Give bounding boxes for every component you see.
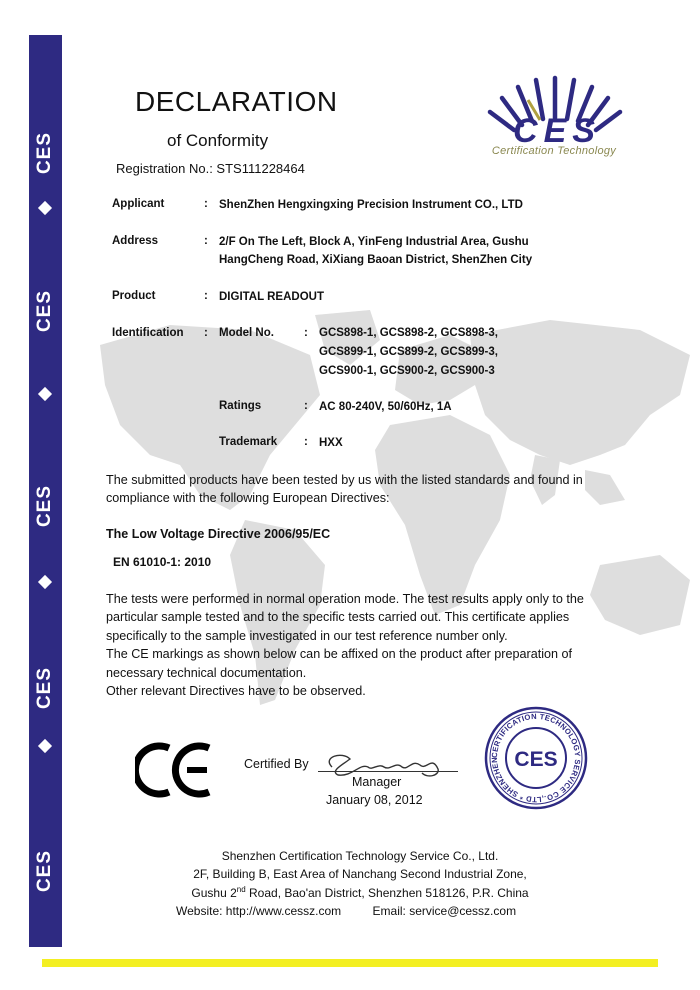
- footer-contacts: [176, 904, 516, 918]
- signature-line: [318, 771, 458, 772]
- model-line: GCS899-1, GCS899-2, GCS899-3,: [319, 346, 498, 358]
- ratings-value: AC 80-240V, 50/60Hz, 1A: [319, 401, 452, 413]
- band-label: CES: [34, 666, 56, 710]
- ces-logo: [470, 70, 640, 160]
- registration-number: Registration No.: STS111228464: [116, 161, 305, 176]
- address-label: Address: [112, 235, 159, 247]
- ratings-label: Ratings: [219, 400, 262, 412]
- text-line: specifically to the sample investigated in our test reference number only.: [106, 628, 508, 643]
- text-line: particular sample tested and to the specific tests carried out. This certificate applies: [106, 610, 570, 625]
- footer-address-line: Gushu 2nd Road, Bao'an District, Shenzhen 518126, P.R. China: [191, 885, 529, 900]
- directive-title: The Low Voltage Directive 2006/95/EC: [106, 527, 331, 541]
- trademark-value: HXX: [319, 437, 343, 449]
- certified-by-label: Certified By: [244, 757, 309, 771]
- text-line: The CE markings as shown below can be affixed on the product after preparation of: [106, 647, 573, 662]
- address-line: HangCheng Road, XiXiang Baoan District, ShenZhen City: [219, 254, 533, 266]
- ces-seal-stamp: [484, 706, 588, 810]
- band-label: CES: [34, 131, 56, 175]
- signatory-role: Manager: [352, 775, 402, 789]
- colon: :: [304, 400, 308, 412]
- diamond-icon: [38, 201, 52, 215]
- email-link[interactable]: Email: service@cessz.com: [372, 904, 517, 918]
- logo-mark: CES: [513, 112, 601, 150]
- footer-address-line: 2F, Building B, East Area of Nanchang Second Industrial Zone,: [193, 867, 527, 881]
- standard-reference: EN 61010-1: 2010: [113, 555, 212, 569]
- ce-marking-icon: [135, 740, 215, 800]
- text-line: compliance with the following European Directives:: [106, 491, 390, 506]
- model-value: [319, 324, 498, 381]
- website-link[interactable]: Website: http://www.cessz.com: [176, 904, 342, 918]
- band-label: CES: [34, 484, 56, 528]
- document-title: DECLARATION: [135, 86, 338, 117]
- text-line: Other relevant Directives have to be observed.: [106, 684, 366, 699]
- logo-tagline: Certification Technology: [491, 145, 617, 157]
- address-value: [219, 233, 532, 269]
- diamond-icon: [38, 575, 52, 589]
- applicant-label: Applicant: [112, 198, 165, 210]
- colon: :: [304, 436, 308, 448]
- svg-text:CERTIFICATION TECHNOLOGY SERVI: CERTIFICATION TECHNOLOGY SERVICE CO.,LTD * SHENZHEN: [489, 711, 583, 805]
- diamond-icon: [38, 387, 52, 401]
- model-line: GCS900-1, GCS900-2, GCS900-3: [319, 365, 495, 377]
- svg-text:CES: CES: [514, 748, 558, 771]
- trademark-label: Trademark: [219, 436, 278, 448]
- left-brand-band: [29, 35, 62, 947]
- product-label: Product: [112, 290, 156, 302]
- address-line: 2/F On The Left, Block A, YinFeng Industrial Area, Gushu: [219, 236, 529, 248]
- text-line: necessary technical documentation.: [106, 665, 307, 680]
- colon: :: [204, 235, 208, 247]
- colon: :: [204, 327, 208, 339]
- band-label: CES: [34, 849, 56, 893]
- footer-company: Shenzhen Certification Technology Service Co., Ltd.: [221, 849, 499, 863]
- applicant-value: ShenZhen Hengxingxing Precision Instrument CO., LTD: [219, 199, 523, 211]
- band-label: CES: [34, 289, 56, 333]
- issue-date: January 08, 2012: [326, 793, 423, 807]
- conditions-paragraph: [106, 590, 606, 700]
- model-line: GCS898-1, GCS898-2, GCS898-3,: [319, 327, 498, 339]
- diamond-icon: [38, 739, 52, 753]
- intro-paragraph: [106, 471, 606, 508]
- product-value: DIGITAL READOUT: [219, 291, 324, 303]
- colon: :: [304, 327, 308, 339]
- colon: :: [204, 290, 208, 302]
- model-label: Model No.: [219, 327, 274, 339]
- yellow-accent-bar: [42, 959, 658, 967]
- colon: :: [204, 198, 208, 210]
- document-subtitle: of Conformity: [167, 131, 269, 150]
- text-line: The tests were performed in normal operation mode. The test results apply only to the: [106, 592, 584, 606]
- identification-label: Identification: [112, 327, 184, 339]
- text-line: The submitted products have been tested by us with the listed standards and found in: [106, 473, 583, 487]
